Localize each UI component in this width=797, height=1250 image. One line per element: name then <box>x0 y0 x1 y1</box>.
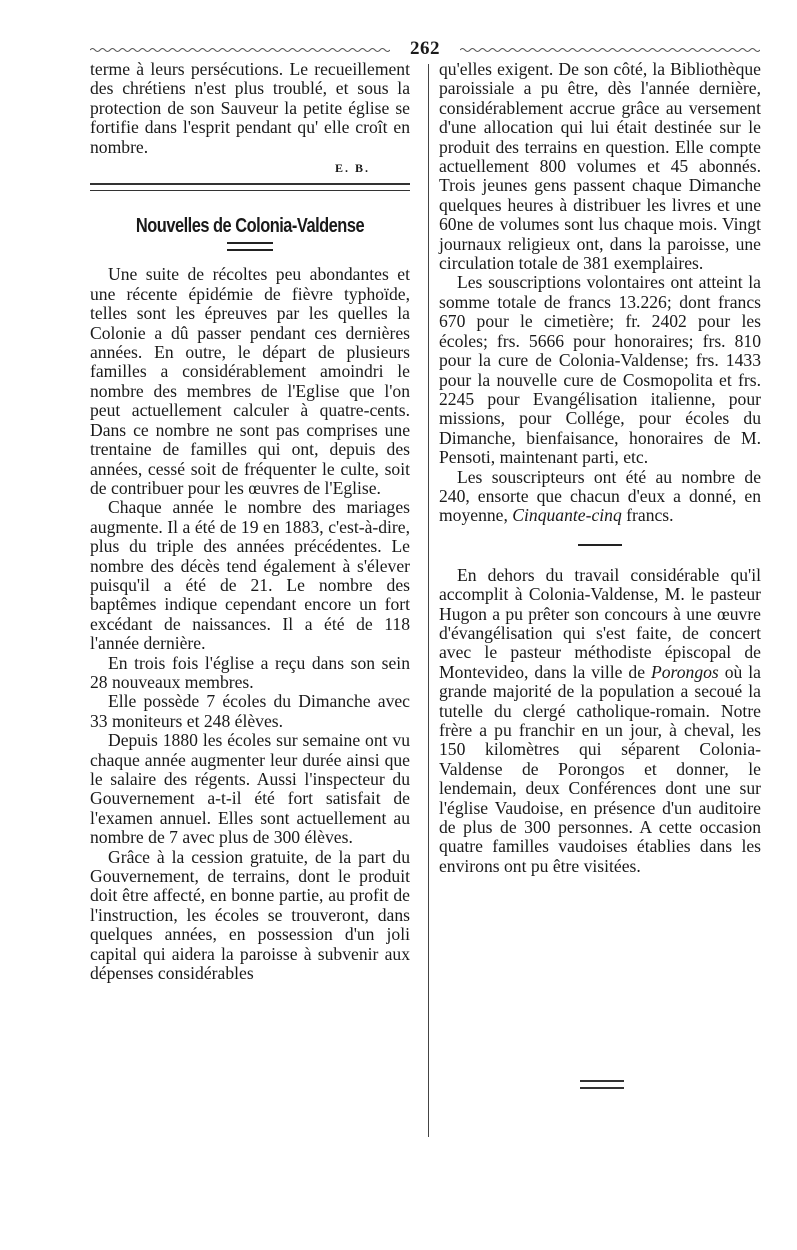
body-paragraph: Depuis 1880 les écoles sur semaine ont vu chaque année augmenter leur durée ainsi que le salaire des régents. Aussi l'inspecteur du Gouvernement a-t-il été fort satisfait de l'examen annuel. Elles sont actuellement au nombre de 7 avec plus de 300 élèves. <box>90 730 410 848</box>
body-paragraph: En trois fois l'église a reçu dans son sein 28 nouveaux membres. <box>90 652 410 692</box>
final-paragraph-end: où la grande majorité de la population a secoué la tutelle du clergé catholique-romain. Notre frère a pu franchir en un jour, à cheval, les 150 kilomètres qui séparent Colonia-Valdense de Porongos et donner, le lendemain, deux Conférences dont une sur l'église Vaudoise, en présence d'un auditoire de plus de 300 personnes. A cette occasion quatre familles vaudoises établies dans les environs ont pu être visitées. <box>439 661 761 876</box>
subscribers-emphasis: Cinquante-cinq <box>512 505 622 526</box>
end-ornament <box>580 1080 624 1089</box>
body-paragraph: Elle possède 7 écoles du Dimanche avec 33 moniteurs et 248 élèves. <box>90 691 410 731</box>
section-title: Nouvelles de Colonia-Valdense <box>135 215 365 238</box>
left-column <box>90 60 410 983</box>
right-column <box>439 60 761 876</box>
subscribers-text: Les souscripteurs ont été au nombre de 240, ensorte que chacun d'eux a donné, en moyenne, <box>439 466 761 526</box>
body-paragraph: Les souscriptions volontaires ont atteint la somme totale de francs 13.226; dont francs 670 pour le cimetière; fr. 2402 pour les écoles; frs. 5666 pour honoraires; frs. 810 pour la cure de Colonia-Valdense; frs. 1433 pour la nouvelle cure de Cosmopolita et frs. 2245 pour Evangélisation italienne, pour missions, pour Collége, pour écoles du Dimanche, bienfaisance, honoraires de M. Pensoti, maintenant parti, etc. <box>439 272 761 468</box>
page-number: 262 <box>410 38 440 59</box>
subscribers-end: francs. <box>626 505 674 526</box>
final-paragraph <box>439 566 761 877</box>
body-paragraph: Chaque année le nombre des mariages augmente. Il a été de 19 en 1883, c'est-à-dire, plus du triple des années précédentes. Le nombre des décès tend également à s'élever puisqu'il a été de 21. Le nombre des baptêmes indique cependant encore un fort excédant de naissances. Il a été de 118 l'année dernière. <box>90 497 410 654</box>
final-paragraph-start: En dehors du travail considérable qu'il accomplit à Colonia-Valdense, M. le pasteur Hugon a pu prêter son concours à une œuvre d'évangélisation qui s'est faite, de concert avec le pasteur méthodiste épiscopal de Montevideo, dans la ville de <box>439 564 761 682</box>
body-paragraph: Grâce à la cession gratuite, de la part du Gouvernement, de terrains, dont le produit doit être affecté, en bonne partie, au profit de l'instruction, les écoles se trouveront, dans quelques années, en possession d'un joli capital qui aidera la paroisse à subvenir aux dépenses considérables <box>90 846 410 984</box>
body-paragraph: Une suite de récoltes peu abondantes et une récente épidémie de fièvre typhoïde, telles sont les épreuves par les quelles la Colonie a dû passer pendant ces dernières années. En outre, le départ de plusieurs familles a considérablement amoindri le nombre des membres de l'Eglise que l'on peut actuellement calculer à quatre-cents. Dans ce nombre ne sont pas comprises une trentaine de familles qui ont, depuis des années, cessé soit de fréquenter le culte, soit de contribuer pour les œuvres de l'Eglise. <box>90 264 410 498</box>
place-name: Porongos <box>651 661 719 682</box>
title-ornament <box>227 242 273 251</box>
page-header <box>90 38 760 60</box>
subscribers-paragraph <box>439 468 761 526</box>
short-separator <box>578 544 622 546</box>
wavy-rule-right <box>460 47 760 53</box>
body-paragraph: qu'elles exigent. De son côté, la Bibliothèque paroissiale a pu être, dès l'année dernière, considérablement accrue grâce au versement d'une allocation qui lui était destinée sur le produit des terrains en question. Elle compte actuellement 800 volumes et 45 abonnés. Trois jeunes gens passent chaque Dimanche quelques heures à distribuer les livres et une 60ne de volumes sont lus chaque mois. Vingt journaux religieux ont, dans la paroisse, une circulation totale de 381 exemplaires. <box>439 59 761 274</box>
continued-paragraph: terme à leurs persécutions. Le recueillement des chrétiens n'est plus troublé, et sous la protection de son Sauveur la petite église se fortifie dans l'esprit pendant qu' elle croît en nombre. <box>90 59 410 157</box>
section-separator <box>90 183 410 191</box>
column-divider <box>428 64 429 1137</box>
author-signature: E. B. <box>334 161 370 176</box>
